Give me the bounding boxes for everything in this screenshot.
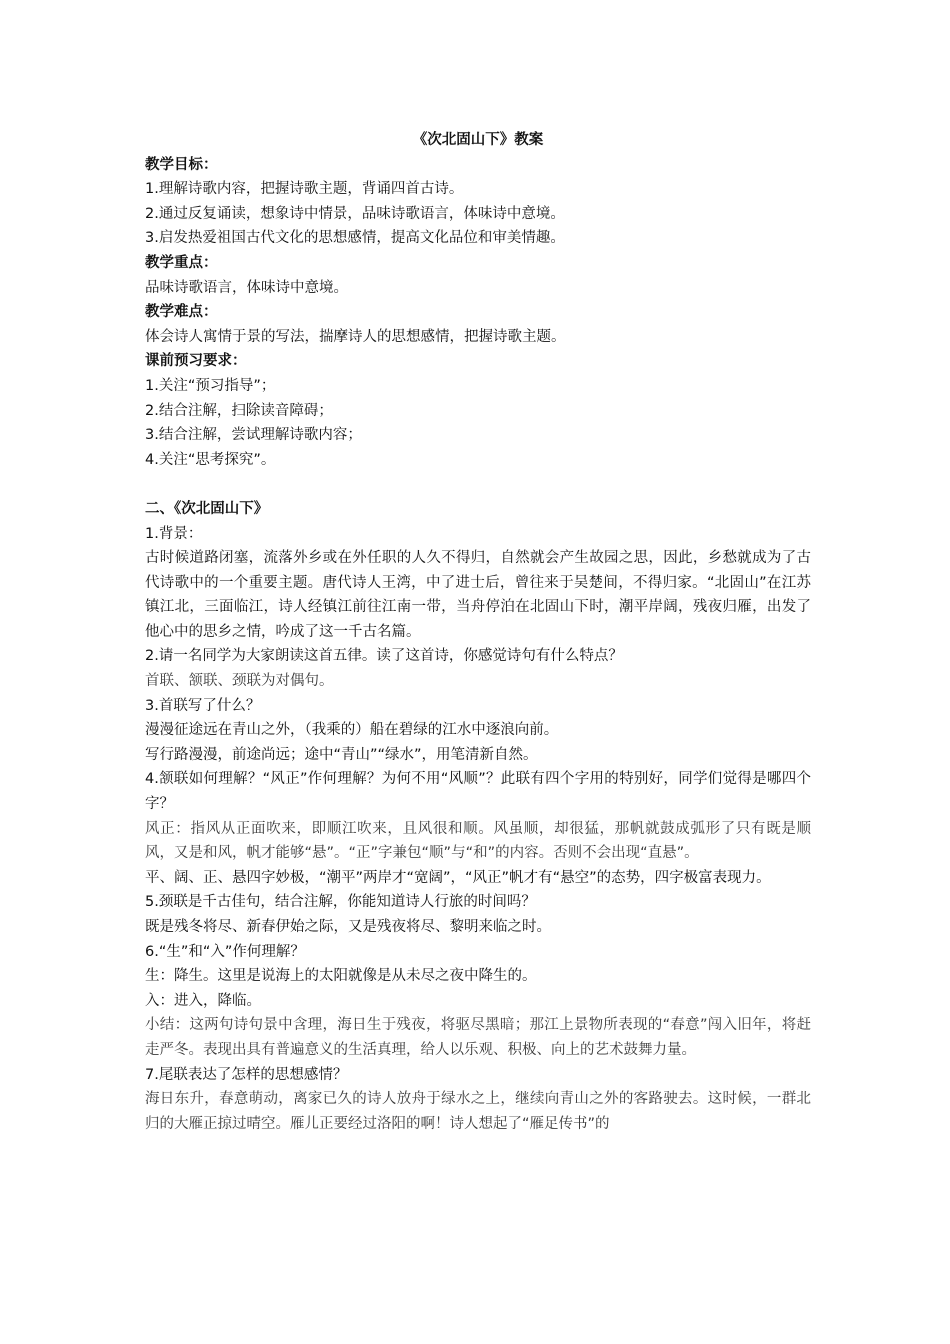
question-3: 3.首联写了什么？ xyxy=(145,697,261,714)
preview-item: 1.关注“预习指导”； xyxy=(145,377,276,394)
difficulties-text: 体会诗人寓情于景的写法，揣摩诗人的思想感情，把握诗歌主题。 xyxy=(145,328,566,345)
answer-7-paragraph: 海日东升，春意萌动，离家已久的诗人放舟于绿水之上，继续向青山之外的客路驶去。这时候，一群北归的大雁正掠过晴空。雁儿正要经过洛阳的啊！诗人想起了“雁足传书”的 xyxy=(145,1091,811,1132)
answer-2: 首联、颔联、颈联为对偶句。 xyxy=(145,673,334,690)
blank-line xyxy=(145,472,811,497)
answer-6-line-1: 生：降生。这里是说海上的太阳就像是从未尽之夜中降生的。 xyxy=(145,968,537,985)
document-page xyxy=(145,128,811,1136)
answer-4-paragraph-1: 风正：指风从正面吹来，即顺江吹来，且风很和顺。风虽顺，却很猛，那帆就鼓成弧形了只有既是顺风，又是和风，帆才能够“悬”。“正”字兼包“顺”与“和”的内容。否则不会出现“直悬”。 xyxy=(145,820,811,862)
difficulties-heading: 教学难点： xyxy=(145,304,218,321)
question-4: 4.颔联如何理解？“风正”作何理解？为何不用“风顺”？此联有四个字用的特别好，同学们觉得是哪四个字？ xyxy=(145,771,811,813)
preview-heading: 课前预习要求： xyxy=(145,353,247,370)
question-7: 7.尾联表达了怎样的思想感情？ xyxy=(145,1066,348,1083)
objective-item: 1.理解诗歌内容，把握诗歌主题，背诵四首古诗。 xyxy=(145,181,464,198)
answer-3-line-1: 漫漫征途远在青山之外，（我乘的）船在碧绿的江水中逐浪向前。 xyxy=(145,722,559,739)
document-title: 《次北固山下》教案 xyxy=(412,132,544,148)
question-2: 2.请一名同学为大家朗读这首五律。读了这首诗，你感觉诗句有什么特点？ xyxy=(145,648,623,665)
answer-3-line-2: 写行路漫漫，前途尚远；途中“青山”“绿水”，用笔清新自然。 xyxy=(145,746,538,763)
answer-4-paragraph-2: 平、阔、正、悬四字妙极，“潮平”两岸才“宽阔”，“风正”帆才有“悬空”的态势，四字极富表现力。 xyxy=(145,869,771,886)
background-paragraph: 古时候道路闭塞，流落外乡或在外任职的人久不得归，自然就会产生故园之思，因此，乡愁就成为了古代诗歌中的一个重要主题。唐代诗人王湾，中了进士后，曾往来于吴楚间，不得归家。“北固山”在江苏镇江北，三面临江，诗人经镇江前往江南一带，当舟停泊在北固山下时，潮平岸阔，残夜归雁，出发了他心中的思乡之情，吟成了这一千古名篇。 xyxy=(145,550,811,640)
preview-item: 3.结合注解，尝试理解诗歌内容； xyxy=(145,427,362,444)
preview-item: 4.关注“思考探究”。 xyxy=(145,451,276,468)
answer-6-line-2: 入：进入，降临。 xyxy=(145,992,261,1009)
answer-5: 既是残冬将尽、新春伊始之际，又是残夜将尽、黎明来临之时。 xyxy=(145,919,551,935)
summary-paragraph: 小结：这两句诗句景中含理，海日生于残夜，将驱尽黑暗；那江上景物所表现的“春意”闯入旧年，将赶走严冬。表现出具有普遍意义的生活真理，给人以乐观、积极、向上的艺术鼓舞力量。 xyxy=(145,1017,811,1058)
preview-item: 2.结合注解，扫除读音障碍； xyxy=(145,402,333,419)
section2-heading: 二、《次北固山下》 xyxy=(145,500,269,517)
key-points-text: 品味诗歌语言，体味诗中意境。 xyxy=(145,279,348,296)
objectives-heading: 教学目标： xyxy=(145,156,218,173)
objective-item: 3.启发热爱祖国古代文化的思想感情，提高文化品位和审美情趣。 xyxy=(145,230,565,247)
objective-item: 2.通过反复诵读，想象诗中情景，品味诗歌语言，体味诗中意境。 xyxy=(145,205,565,222)
question-6: 6.“生”和“入”作何理解？ xyxy=(145,943,305,960)
question-5: 5.颈联是千古佳句，结合注解，你能知道诗人行旅的时间吗？ xyxy=(145,894,536,911)
background-label: 1.背景： xyxy=(145,525,203,542)
key-points-heading: 教学重点： xyxy=(145,254,218,271)
